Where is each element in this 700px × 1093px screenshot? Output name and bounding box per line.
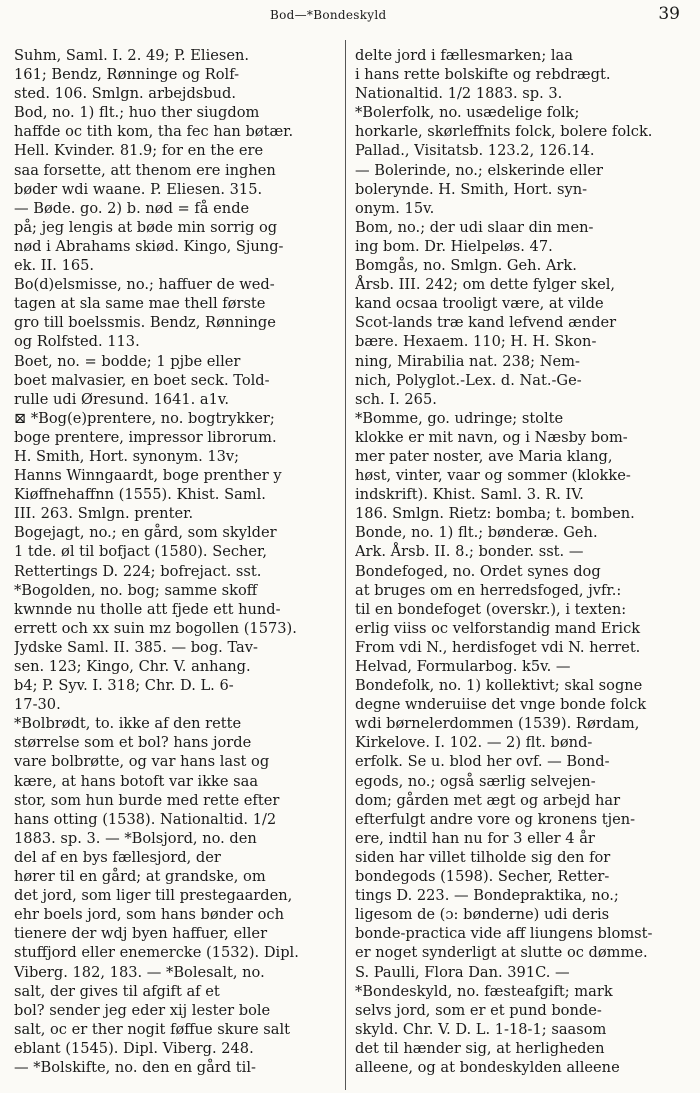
text-line: kand ocsaa trooligt være, at vilde: [355, 295, 604, 313]
text-line: salt, der gives til afgift af et: [14, 982, 220, 1000]
text-line: nich, Polyglot.-Lex. d. Nat.-Ge-: [355, 371, 582, 389]
text-line: Hanns Winngaardt, boge prenther y: [14, 467, 282, 485]
text-line: haffde oc tith kom, tha fec han bøtær.: [14, 123, 294, 141]
text-line: erlig viiss oc velforstandig mand Erick: [355, 619, 641, 637]
text-line: saa forsette, att thenom ere inghen: [14, 161, 276, 179]
text-line: horkarle, skørleffnits folck, bolere folck.: [355, 123, 653, 141]
text-line: til en bondefoget (overskr.), i texten:: [355, 600, 627, 618]
text-line: på; jeg lengis at bøde min sorrig og: [14, 218, 278, 236]
text-line: degne wnderuiise det vnge bonde folck: [355, 696, 647, 714]
text-line: Bomgås, no. Smlgn. Geh. Ark.: [355, 257, 577, 275]
text-line: Kirkelove. I. 102. — 2) flt. bønd-: [355, 734, 593, 752]
text-line: boet malvasier, en boet seck. Told-: [14, 371, 270, 389]
text-line: III. 263. Smlgn. prenter.: [14, 505, 194, 523]
text-line: From vdi N., herdisfoget vdi N. herret.: [355, 638, 641, 656]
text-line: ligesom de (ɔ: bønderne) udi deris: [355, 906, 610, 924]
text-line: 1 tde. øl til bofjact (1580). Secher,: [14, 543, 268, 561]
text-line: tienere der wdj byen haffuer, eller: [14, 925, 268, 943]
text-line: Viberg. 182, 183. — *Bolesalt, no.: [14, 963, 265, 981]
text-line: siden har villet tilholde sig den for: [355, 848, 611, 866]
text-line: delte jord i fællesmarken; laa: [355, 47, 573, 64]
text-line: Årsb. III. 242; om dette fylger skel,: [355, 276, 616, 294]
text-line: sted. 106. Smlgn. arbejdsbud.: [14, 85, 236, 103]
text-line: stor, som hun burde med rette efter: [14, 791, 280, 809]
text-line: erfolk. Se u. blod her ovf. — Bond-: [355, 753, 610, 771]
text-line: ning, Mirabilia nat. 238; Nem-: [355, 352, 580, 370]
text-line: sen. 123; Kingo, Chr. V. anhang.: [14, 658, 251, 675]
text-line: eblant (1545). Dipl. Viberg. 248.: [14, 1039, 254, 1057]
text-line: ⊠ *Bog(e)prentere, no. bogtrykker;: [14, 409, 275, 427]
left-column: [14, 46, 340, 1077]
page-header: [0, 0, 700, 40]
text-line: Bom, no.; der udi slaar din men-: [355, 218, 594, 236]
text-line: kwnnde nu tholle att fjede ett hund-: [14, 600, 281, 618]
text-line: S. Paulli, Flora Dan. 391C. —: [355, 963, 570, 981]
text-line: efterfulgt andre vore og kronens tjen-: [355, 810, 636, 828]
text-line: errett och xx suin mz bogollen (1573).: [14, 619, 297, 637]
text-line: bolerynde. H. Smith, Hort. syn-: [355, 180, 588, 198]
text-line: Ark. Årsb. II. 8.; bonder. sst. —: [355, 543, 584, 561]
text-line: og Rolfsted. 113.: [14, 333, 140, 351]
text-line: ere, indtil han nu for 3 eller 4 år: [355, 829, 595, 847]
text-line: mer pater noster, ave Maria klang,: [355, 447, 613, 465]
text-line: — *Bolskifte, no. den en gård til-: [14, 1058, 256, 1076]
text-line: hans otting (1538). Nationaltid. 1/2: [14, 810, 277, 828]
text-line: Bondefolk, no. 1) kollektivt; skal sogne: [355, 677, 643, 695]
right-column: [355, 46, 681, 1077]
text-line: *Bondeskyld, no. fæsteafgift; mark: [355, 982, 613, 1000]
text-line: rulle udi Øresund. 1641. a1v.: [14, 390, 230, 408]
text-line: egods, no.; også særlig selvejen-: [355, 772, 596, 790]
text-line: Bo(d)elsmisse, no.; haffuer de wed-: [14, 276, 275, 294]
text-line: hører til en gård; at grandske, om: [14, 868, 266, 886]
text-line: nød i Abrahams skiød. Kingo, Sjung-: [14, 237, 284, 255]
text-line: dom; gården met ægt og arbejd har: [355, 791, 621, 809]
text-line: b4; P. Syv. I. 318; Chr. D. L. 6-: [14, 677, 234, 695]
text-line: *Bolbrødt, to. ikke af den rette: [14, 715, 242, 733]
text-line: bøder wdi waane. P. Eliesen. 315.: [14, 180, 263, 198]
text-line: *Bolerfolk, no. usædelige folk;: [355, 104, 580, 122]
text-line: Kiøffnehaffnn (1555). Khist. Saml.: [14, 486, 266, 504]
text-line: bondegods (1598). Secher, Retter-: [355, 868, 610, 886]
text-line: Bogejagt, no.; en gård, som skylder: [14, 524, 277, 542]
text-line: ing bom. Dr. Hielpeløs. 47.: [355, 237, 553, 255]
page-number: 39: [658, 4, 680, 24]
column-divider: [345, 40, 346, 1090]
text-line: bonde-practica vide aff liungens blomst-: [355, 925, 653, 943]
text-line: H. Smith, Hort. synonym. 13v;: [14, 447, 240, 465]
text-line: det til hænder sig, at herligheden: [355, 1039, 605, 1057]
text-line: 1883. sp. 3. — *Bolsjord, no. den: [14, 829, 257, 847]
text-line: wdi børnelerdommen (1539). Rørdam,: [355, 715, 640, 733]
text-line: ek. II. 165.: [14, 257, 95, 275]
text-line: Nationaltid. 1/2 1883. sp. 3.: [355, 85, 563, 103]
text-line: — Bolerinde, no.; elskerinde eller: [355, 161, 603, 179]
text-line: 186. Smlgn. Rietz: bomba; t. bomben.: [355, 505, 635, 523]
text-line: at bruges om en herredsfoged, jvfr.:: [355, 581, 622, 599]
text-line: Bonde, no. 1) flt.; bønderæ. Geh.: [355, 524, 598, 542]
text-line: *Bomme, go. udringe; stolte: [355, 409, 564, 427]
text-line: Rettertings D. 224; bofrejact. sst.: [14, 562, 262, 580]
text-line: bol? sender jeg eder xij lester bole: [14, 1001, 271, 1019]
text-line: sch. I. 265.: [355, 390, 437, 408]
text-line: høst, vinter, vaar og sommer (klokke-: [355, 467, 631, 485]
text-line: klokke er mit navn, og i Næsby bom-: [355, 428, 628, 446]
text-line: onym. 15v.: [355, 199, 435, 217]
text-line: bære. Hexaem. 110; H. H. Skon-: [355, 333, 597, 351]
text-line: Bondefoged, no. Ordet synes dog: [355, 562, 601, 580]
text-line: 161; Bendz, Rønninge og Rolf-: [14, 66, 240, 84]
text-line: tagen at sla same mae thell første: [14, 295, 266, 313]
text-line: indskrift). Khist. Saml. 3. R. IV.: [355, 486, 584, 504]
text-line: vare bolbrøtte, og var hans last og: [14, 753, 270, 771]
text-line: Helvad, Formularbog. k5v. —: [355, 658, 571, 675]
text-line: størrelse som et bol? hans jorde: [14, 734, 252, 752]
text-line: kære, at hans botoft var ikke saa: [14, 772, 259, 790]
text-line: Suhm, Saml. I. 2. 49; P. Eliesen.: [14, 47, 250, 64]
text-line: er noget synderligt at slutte oc dømme.: [355, 944, 648, 962]
text-line: tings D. 223. — Bondepraktika, no.;: [355, 887, 619, 905]
text-line: *Bogolden, no. bog; samme skoff: [14, 581, 258, 599]
text-line: salt, oc er ther nogit føffue skure salt: [14, 1020, 290, 1038]
text-line: Pallad., Visitatsb. 123.2, 126.14.: [355, 142, 595, 160]
text-line: Jydske Saml. II. 385. — bog. Tav-: [14, 638, 258, 656]
running-head: Bod—*Bondeskyld: [270, 8, 387, 22]
text-line: 17-30.: [14, 696, 61, 714]
text-line: boge prentere, impressor librorum.: [14, 428, 277, 446]
text-line: det jord, som liger till prestegaarden,: [14, 887, 293, 905]
text-line: Scot-lands træ kand lefvend ænder: [355, 314, 617, 332]
text-line: gro till boelssmis. Bendz, Rønninge: [14, 314, 276, 332]
text-line: del af en bys fællesjord, der: [14, 848, 221, 866]
text-line: Hell. Kvinder. 81.9; for en the ere: [14, 142, 264, 160]
text-line: Boet, no. = bodde; 1 pjbe eller: [14, 352, 241, 370]
text-line: skyld. Chr. V. D. L. 1-18-1; saasom: [355, 1020, 607, 1038]
text-line: i hans rette bolskifte og rebdrægt.: [355, 66, 611, 84]
text-line: ehr boels jord, som hans bønder och: [14, 906, 284, 924]
text-line: — Bøde. go. 2) b. nød = få ende: [14, 199, 250, 217]
text-line: Bod, no. 1) flt.; huo ther siugdom: [14, 104, 260, 122]
text-line: alleene, og at bondeskylden alleene: [355, 1058, 620, 1076]
text-line: stuffjord eller enemercke (1532). Dipl.: [14, 944, 299, 962]
text-line: selvs jord, som er et pund bonde-: [355, 1001, 602, 1019]
